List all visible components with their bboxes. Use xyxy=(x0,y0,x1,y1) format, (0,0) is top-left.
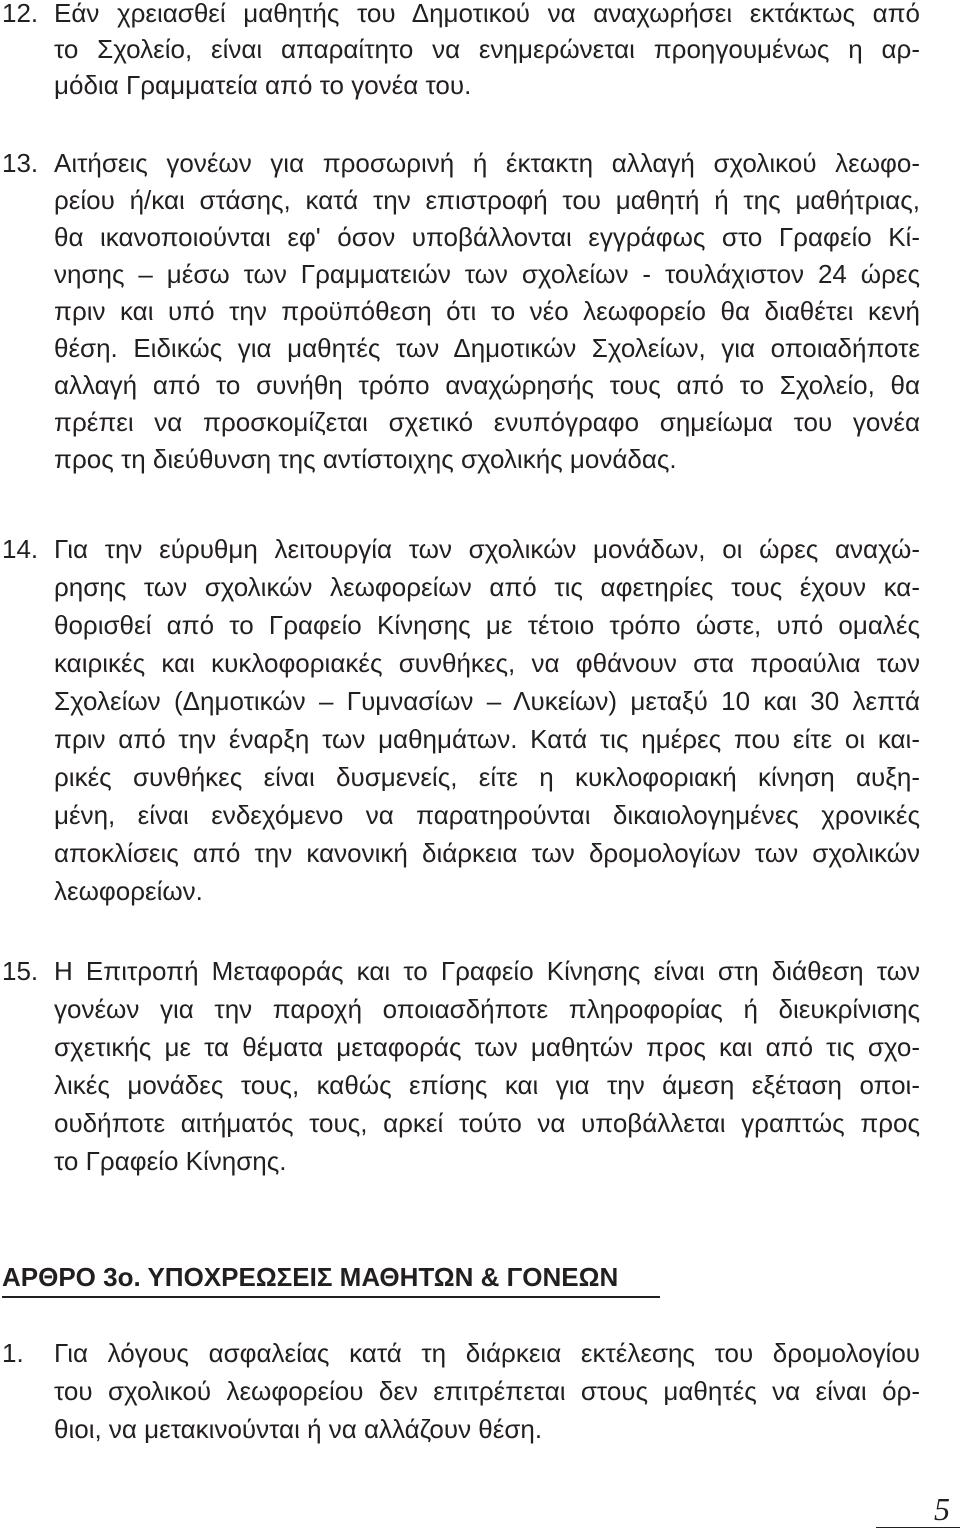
text-line: το Σχολείο, είναι απαραίτητο να ενημερώνεται προηγουμένως η αρ- xyxy=(54,34,920,64)
text-line: θορισθεί από το Γραφείο Κίνησης με τέτοιο τρόπο ώστε, υπό ομαλές xyxy=(54,610,920,640)
text-line: Για λόγους ασφαλείας κατά τη διάρκεια εκτέλεσης του δρομολογίου xyxy=(54,1338,920,1368)
text-line: Αιτήσεις γονέων για προσωρινή ή έκτακτη αλλαγή σχολικού λεωφο- xyxy=(54,148,920,178)
footer-rule xyxy=(876,1527,960,1528)
text-line: του σχολικού λεωφορείου δεν επιτρέπεται στους μαθητές να είναι όρ- xyxy=(54,1376,920,1406)
text-line: πριν από την έναρξη των μαθημάτων. Κατά τις ημέρες που είτε οι και- xyxy=(54,724,920,754)
item-number: 15. xyxy=(2,956,39,986)
text-line: ρησης των σχολικών λεωφορείων από τις αφετηρίες τους έχουν κα- xyxy=(54,572,920,602)
page-number: 5 xyxy=(934,1491,950,1527)
text-line: καιρικές και κυκλοφοριακές συνθήκες, να φθάνουν στα προαύλια των xyxy=(54,648,920,678)
item-number: 1. xyxy=(2,1338,24,1368)
text-line: λεωφορείων. xyxy=(54,876,203,906)
text-line: το Γραφείο Κίνησης. xyxy=(54,1146,287,1176)
text-line: ρικές συνθήκες είναι δυσμενείς, είτε η κυκλοφοριακή κίνηση αυξη- xyxy=(54,762,920,792)
text-line: Σχολείων (Δημοτικών – Γυμνασίων – Λυκείων) μεταξύ 10 και 30 λεπτά xyxy=(54,686,920,716)
text-line: Για την εύρυθμη λειτουργία των σχολικών μονάδων, οι ώρες αναχώ- xyxy=(54,534,920,564)
text-line: μόδια Γραμματεία από το γονέα του. xyxy=(54,70,472,100)
text-line: Εάν χρειασθεί μαθητής του Δημοτικού να αναχωρήσει εκτάκτως από xyxy=(54,0,920,28)
text-line: αποκλίσεις από την κανονική διάρκεια των δρομολογίων των σχολικών xyxy=(54,838,920,868)
item-number: 13. xyxy=(2,148,39,178)
text-line: θα ικανοποιούνται εφ' όσον υποβάλλονται εγγράφως στο Γραφείο Κί- xyxy=(54,222,920,252)
text-line: ουδήποτε αιτήματός τους, αρκεί τούτο να υποβάλλεται γραπτώς προς xyxy=(54,1108,920,1138)
text-line: ρείου ή/και στάσης, κατά την επιστροφή του μαθητή ή της μαθήτριας, xyxy=(54,185,920,215)
item-number: 14. xyxy=(2,534,39,564)
item-number: 12. xyxy=(2,0,39,28)
text-line: σχετικής με τα θέματα μεταφοράς των μαθητών προς και από τις σχο- xyxy=(54,1032,920,1062)
text-line: Η Επιτροπή Μεταφοράς και το Γραφείο Κίνησης είναι στη διάθεση των xyxy=(54,956,920,986)
text-line: λικές μονάδες τους, καθώς επίσης και για την άμεση εξέταση οποι- xyxy=(54,1070,920,1100)
text-line: πριν και υπό την προϋπόθεση ότι το νέο λεωφορείο θα διαθέτει κενή xyxy=(54,296,920,326)
article-heading: ΑΡΘΡΟ 3ο. ΥΠΟΧΡΕΩΣΕΙΣ ΜΑΘΗΤΩΝ & ΓΟΝΕΩΝ xyxy=(2,1258,660,1298)
text-line: θέση. Ειδικώς για μαθητές των Δημοτικών Σχολείων, για οποιαδήποτε xyxy=(54,333,920,363)
text-line: γονέων για την παροχή οποιασδήποτε πληροφορίας ή διευκρίνισης xyxy=(54,994,920,1024)
text-line: θιοι, να μετακινούνται ή να αλλάζουν θέση. xyxy=(54,1414,543,1444)
text-line: νησης – μέσω των Γραμματειών των σχολείων - τουλάχιστον 24 ώρες xyxy=(54,259,920,289)
text-line: προς τη διεύθυνση της αντίστοιχης σχολικής μονάδας. xyxy=(54,444,677,474)
text-line: αλλαγή από το συνήθη τρόπο αναχώρησής τους από το Σχολείο, θα xyxy=(54,370,920,400)
text-line: πρέπει να προσκομίζεται σχετικό ενυπόγραφο σημείωμα του γονέα xyxy=(54,407,920,437)
text-line: μένη, είναι ενδεχόμενο να παρατηρούνται δικαιολογημένες χρονικές xyxy=(54,800,920,830)
